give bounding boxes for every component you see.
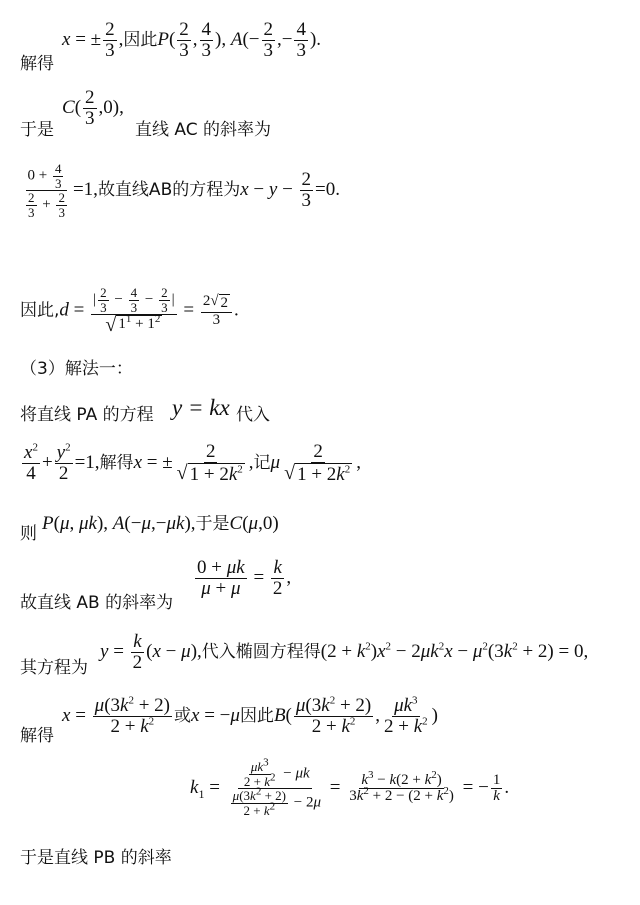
label-jiede-1: 解得 (20, 54, 54, 74)
formula-slope-ac-and-line-ab: 0 + $\frac{4}{3}$ $\frac{2}{3}$ + $\frac{2}{3}$ =1,故直线AB的方程为x − y − $\frac{2}{3}$ =0. (27, 161, 341, 220)
text-huo: 或 (174, 705, 192, 726)
text-dairu: 代入 (236, 405, 270, 425)
text-pb-slope: 于是直线 PB 的斜率 (20, 848, 172, 868)
text-ab-slope: 故直线 AB 的斜率为 (20, 593, 174, 613)
text-ac-slope: 直线 AC 的斜率为 (135, 120, 272, 140)
formula-slope-ab-mu: $\frac{0 + \mu k}{\mu + \mu}$ = $\frac{k}{2}$ , (197, 557, 292, 599)
formula-x-values-points: x = ± $\frac{2}{3}$ ,因此P( $\frac{2}{3}$ , $\frac{4}{3}$ ), A(− $\frac{2}{3}$ ,− $\frac{4}{3}$ ). (62, 19, 322, 61)
formula-y-equals-kx: y = kx (172, 395, 230, 420)
text-substitute-pa: 将直线 PA 的方程 (20, 405, 154, 425)
text-ji: 记 (253, 452, 271, 473)
formula-distance-d: 因此,d = | $\frac{2}{3}$ − $\frac{4}{3}$ − $\frac{2}{3}$ | √ $1^1 + 1^2$ = 2 √ 2 3 . (20, 285, 239, 337)
formula-ellipse-solve-x: $\frac{x^2}{4}$ + $\frac{y^2}{2}$ =1,解得x = ± 2 √ $1 + 2k^2$ ,记μ 2 √ $1 + 2k^2$ , (24, 441, 361, 485)
text-substitute-ellipse: 代入椭圆方程得 (201, 641, 321, 662)
heading-method-one: （3）解法一： (20, 359, 133, 379)
text-line-ab-eq: 故直线AB的方程为 (97, 180, 241, 201)
formula-points-pac-mu: P(μ, μk), A(−μ,−μk),于是C(μ,0) (42, 513, 279, 534)
label-yushi-1: 于是 (20, 120, 54, 140)
formula-solve-point-b: x = $\frac{\mu(3k^2 + 2)}{2 + k^2}$ 或x = −μ因此B( $\frac{\mu(3k^2 + 2)}{2 + k^2}$ , $\frac{\mu k^3}{2 + k^2}$ ) (62, 694, 438, 737)
formula-point-c: C( $\frac{2}{3}$ ,0), (62, 87, 124, 129)
label-yinci: 因此, (20, 300, 60, 321)
text-yushi-2: 于是 (195, 514, 230, 534)
text-yinci-2: 因此 (239, 705, 274, 726)
formula-slope-k1: $k_1$ = $\frac{\mu k^3}{2 + k^2}$ − μk $\frac{\mu(3k^2 + 2)}{2 + k^2}$ − 2μ = $\frac{k^3 - k(2 + k^2)}{3k^2 + 2 - (2 + k^2)}$ = − $\frac{1}{k}$ . (190, 756, 510, 818)
label-jiede-3: 解得 (20, 726, 54, 746)
text-jiede-2: 解得 (99, 452, 134, 473)
label-ze: 则 (20, 524, 37, 544)
formula-line-ab-substitute: y = $\frac{k}{2}$ (x − μ),代入椭圆方程得$(2 + k^2)x^2 - 2\mu k^2x - \mu^2(3k^2 + 2) = 0$, (100, 631, 589, 673)
label-its-equation: 其方程为 (20, 658, 88, 678)
